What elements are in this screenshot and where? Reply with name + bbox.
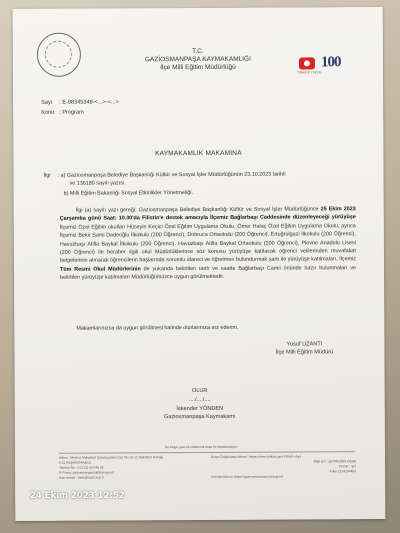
body-paragraph-2: Makamlarınızca da uygun görülmesi halinde olurlarınıza arz ederim. [76, 324, 239, 332]
footer-left [59, 455, 209, 481]
turkiye-yuzyili-logo-icon [299, 57, 315, 69]
approval-name: İskender YÖNDEN [176, 405, 224, 413]
p1-start: İlgi (a) sayılı yazı gereği; Gaziosmanpaşa Belediye Başkanlığı Kültür ve Sosyal İşler Müdürlüğünce [75, 206, 319, 214]
approval-date: ..../..../.... [188, 396, 211, 404]
document-title: KAYMAKAMLIK MAKAMINA [155, 149, 242, 158]
footer-kep: Kep Adresi : meb@hs01.kep.tr [59, 475, 104, 480]
p1-middle: İlçemiz Özel Eğitim okulları Hüseyin Keçici Özel Eğitim Uygulama Okulu, Ömer Halaç Özel Eğitim Uygulama Okulu, ayrıca İlçemiz Bekir Sami Dedeoğlu İlkokulu (200 Öğrenci), Dobruca Ortaokulu (200 Öğrenci), Ertuğrulgazi İlkokulu (200 Öğrenci), Havuzbaşı Atilla Baykal İlkokulu (200 Öğrenci), Havuzbaşı Atilla Baykal Ortaokulu (200 Öğrenci), Plevne Anadolu Lisesi (200 Öğrenci) ile beraber ilgili okul Müdürlüklerince söz konusu yürüyüşe katılacak öğrenci velilerinden muvafakat belgelerinin alınarak öğrencilerin başlarında sorumlu idareci ve öğretmen bulundurmak şartı ile yürüyüşe katılmaları, İlçemiz [59, 222, 356, 265]
footer-email: E-Posta: gaziosmanpasa@meb.gov.tr [59, 470, 115, 475]
sayi-label: Sayı [41, 99, 53, 106]
footer-city: G.O.PAŞA/İSTANBUL [59, 460, 92, 465]
footer-website: İnternet Adresi: https://gaziosmanpasa.meb.gov.tr [211, 474, 284, 479]
ilgi-label: İlgi [43, 172, 51, 179]
p1-end: de yukarıda belirtilen tarih ve saatte Bağlarbaşı Camii önünde hazır bulunmaları ve belirtilen yürüyüşe katılmaları Müdürlüğümüzce uygun görülmektedir. [60, 265, 357, 281]
header-authority: GAZİOSMANPAŞA KAYMAKAMLIĞI [144, 55, 251, 64]
footer-fax: Faks:2124184404 [329, 469, 357, 474]
centennial-logo-icon: 100 [320, 54, 341, 71]
header-tc: T.C. [192, 47, 204, 56]
sayi-value: : E-98345349-<...>-<...> [59, 99, 119, 106]
konu-value: : Program [59, 109, 84, 116]
p1-bold-event: 25 Ekim 2023 Çarşamba günü Saat: 10.30'da Filistin'e destek amacıyla İlçemiz Bağlarbaşı Caddesinde düzenleyeceği yürüyüşe [59, 206, 356, 223]
signer-name: Yusuf UZANTI [286, 341, 323, 348]
body-paragraph-1 [60, 205, 356, 282]
p1-bold-directors: Tüm Resmi Okul Müdürlerinin [60, 266, 141, 273]
konu-label: Konu [41, 109, 55, 116]
footer-notice: Bu belge güvenli elektronik imza ile imzalanmıştır. [164, 444, 238, 450]
approval-olur: OLUR [191, 387, 208, 395]
footer-contact: Bilgi için : Şef Mustafa CEBE [313, 459, 357, 464]
footer-phone: Telefon No : 0 (212) 418 46 05 [59, 465, 104, 470]
footer-divider [59, 451, 355, 454]
footer-right [211, 454, 356, 480]
logo-flag-text: TÜRKİYE YÜZYILI [296, 70, 323, 75]
ilgi-a: : a) Gaziosmanpaşa Belediye Başkanlığı Kültür ve Sosyal İşler Müdürlüğünün 23.10.2023 tarihli [57, 171, 286, 179]
signer-role: İlçe Milli Eğitim Müdürü [275, 349, 334, 356]
ilgi-a2: ve 136180 sayılı yazısı. [69, 180, 126, 187]
header-directorate: İlçe Milli Eğitim Müdürlüğü [160, 63, 236, 72]
photo-timestamp: 24 Ekim 2023 12:52 [30, 491, 125, 501]
footer-address: Adres : Merkez Mahallesi Çukurçeşme Cad. No:10-12 Hükümet Konağı [59, 455, 164, 460]
footer-verify: Belge Doğrulama Adresi : https://www.turkiye.gov.tr/meb-ebys [210, 454, 302, 459]
footer-title: Unvan : Şef [338, 464, 357, 469]
document-page [13, 7, 386, 521]
approval-role: Gaziosmanpaşa Kaymakamı [164, 413, 236, 421]
ilgi-b: b) Milli Eğitim Bakanlığı Sosyal Etkinlikler Yönetmeliği. [63, 190, 193, 197]
